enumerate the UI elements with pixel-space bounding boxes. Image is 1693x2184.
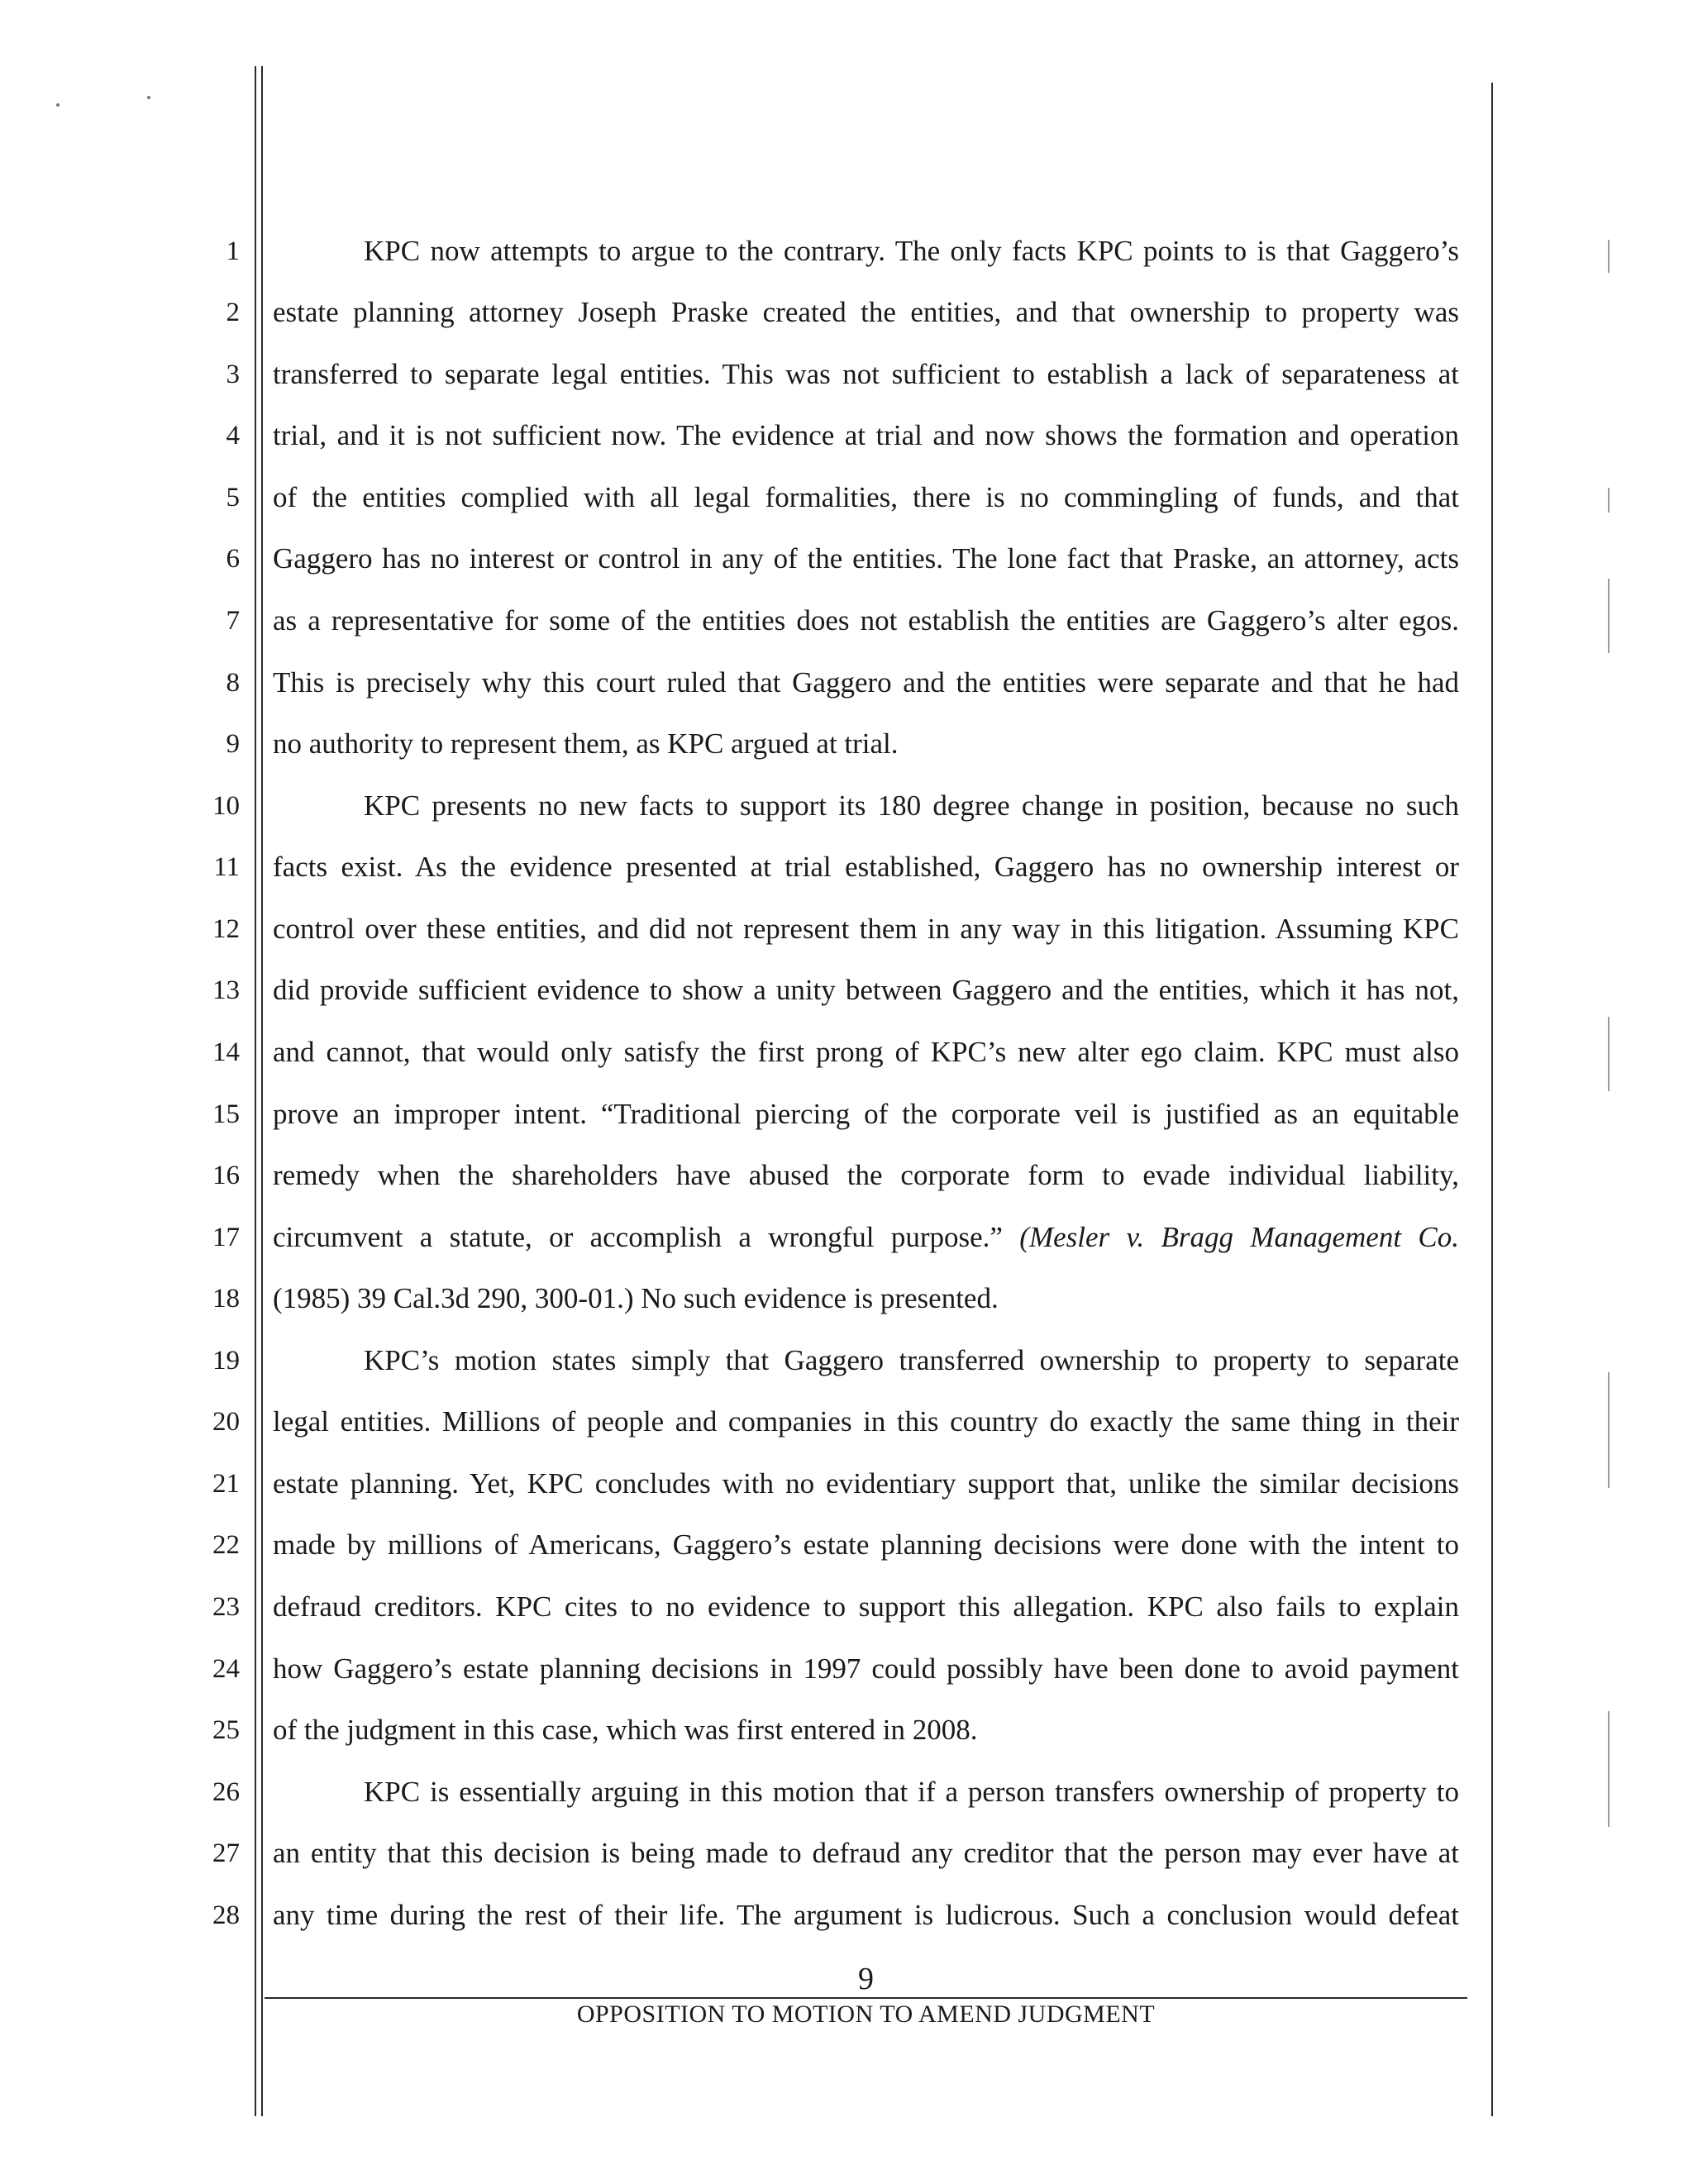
text-line: estate planning attorney Joseph Praske created the entities, and that ownership to property was: [273, 296, 1459, 328]
text-line: and cannot, that would only satisfy the first prong of KPC’s new alter ego claim. KPC must also: [273, 1036, 1459, 1068]
text-line: remedy when the shareholders have abused the corporate form to evade individual liability,: [273, 1159, 1459, 1191]
text-line: (1985) 39 Cal.3d 290, 300-01.) No such evidence is presented.: [273, 1282, 999, 1314]
line-number: 15: [212, 1099, 240, 1129]
line-number: 18: [212, 1284, 240, 1314]
right-margin-rule: [1491, 83, 1493, 2116]
line-number: 2: [226, 298, 240, 327]
line-number: 25: [212, 1715, 240, 1745]
scan-edge-mark: [1608, 1372, 1610, 1488]
scan-dot: [147, 96, 150, 99]
line-number: 7: [226, 606, 240, 636]
page-number: 9: [858, 1962, 874, 1996]
text-line: as a representative for some of the entities does not establish the entities are Gaggero’s alter egos.: [273, 604, 1459, 637]
line-number: 11: [213, 852, 240, 882]
text-segment: circumvent a statute, or accomplish a wrongful purpose.”: [273, 1221, 1003, 1253]
text-line: trial, and it is not sufficient now. The evidence at trial and now shows the formation and operation: [273, 419, 1459, 451]
scan-edge-mark: [1608, 488, 1610, 513]
line-number: 3: [226, 360, 240, 389]
scan-edge-mark: [1608, 579, 1610, 653]
text-line: an entity that this decision is being made to defraud any creditor that the person may ever have at: [273, 1837, 1459, 1869]
text-line: KPC’s motion states simply that Gaggero transferred ownership to property to separate: [364, 1344, 1459, 1376]
text-line: made by millions of Americans, Gaggero’s estate planning decisions were done with the intent to: [273, 1528, 1459, 1561]
text-line: of the judgment in this case, which was first entered in 2008.: [273, 1714, 978, 1746]
text-line: prove an improper intent. “Traditional piercing of the corporate veil is justified as an equitable: [273, 1098, 1459, 1130]
footer-rule: [265, 1997, 1467, 1999]
line-number: 20: [212, 1407, 240, 1437]
line-number: 1: [226, 236, 240, 266]
scan-edge-mark: [1608, 240, 1610, 273]
text-line: control over these entities, and did not represent them in any way in this litigation. Assuming KPC: [273, 913, 1459, 945]
text-line: of the entities complied with all legal formalities, there is no commingling of funds, and that: [273, 481, 1459, 513]
text-line: did provide sufficient evidence to show a unity between Gaggero and the entities, which it has not,: [273, 974, 1459, 1006]
line-number: 12: [212, 914, 240, 944]
text-line: KPC is essentially arguing in this motion that if a person transfers ownership of property to: [364, 1776, 1459, 1808]
text-line: This is precisely why this court ruled that Gaggero and the entities were separate and that he had: [273, 666, 1459, 699]
line-number: 17: [212, 1223, 240, 1252]
line-number: 24: [212, 1654, 240, 1684]
line-number: 14: [212, 1037, 240, 1067]
scan-edge-mark: [1608, 1017, 1610, 1091]
line-number: 5: [226, 483, 240, 513]
line-number: 10: [212, 791, 240, 821]
text-line: defraud creditors. KPC cites to no evidence to support this allegation. KPC also fails to explain: [273, 1590, 1459, 1623]
text-line: legal entities. Millions of people and companies in this country do exactly the same thing in their: [273, 1405, 1459, 1438]
text-line: no authority to represent them, as KPC argued at trial.: [273, 727, 899, 760]
line-number: 8: [226, 668, 240, 698]
line-number: 6: [226, 544, 240, 574]
text-line: KPC presents no new facts to support its 180 degree change in position, because no such: [364, 789, 1459, 822]
line-number: 22: [212, 1530, 240, 1560]
left-margin-rule: [255, 66, 256, 2116]
scan-dot: [56, 103, 60, 107]
text-line: transferred to separate legal entities. This was not sufficient to establish a lack of separateness at: [273, 358, 1459, 390]
line-number: 28: [212, 1900, 240, 1930]
line-number: 16: [212, 1161, 240, 1190]
text-line: how Gaggero’s estate planning decisions in 1997 could possibly have been done to avoid payment: [273, 1652, 1459, 1685]
text-line-with-citation: [273, 1221, 1459, 1254]
line-number: 27: [212, 1838, 240, 1868]
line-number: 13: [212, 975, 240, 1005]
left-margin-rule-inner: [261, 66, 263, 2116]
case-citation: (Mesler v. Bragg Management Co.: [1019, 1221, 1460, 1253]
line-number: 4: [226, 421, 240, 451]
text-line: facts exist. As the evidence presented at trial established, Gaggero has no ownership interest or: [273, 851, 1459, 883]
line-number: 21: [212, 1469, 240, 1499]
text-line: estate planning. Yet, KPC concludes with no evidentiary support that, unlike the similar decisions: [273, 1467, 1459, 1500]
line-number: 9: [226, 729, 240, 759]
line-number: 23: [212, 1592, 240, 1622]
line-number: 26: [212, 1777, 240, 1807]
line-number: 19: [212, 1346, 240, 1376]
footer-title: OPPOSITION TO MOTION TO AMEND JUDGMENT: [576, 2000, 1156, 2028]
scan-edge-mark: [1608, 1711, 1610, 1827]
text-line: Gaggero has no interest or control in any of the entities. The lone fact that Praske, an attorney, acts: [273, 542, 1459, 575]
text-line: any time during the rest of their life. The argument is ludicrous. Such a conclusion would defeat: [273, 1899, 1459, 1931]
text-line: KPC now attempts to argue to the contrary. The only facts KPC points to is that Gaggero’s: [364, 235, 1459, 267]
